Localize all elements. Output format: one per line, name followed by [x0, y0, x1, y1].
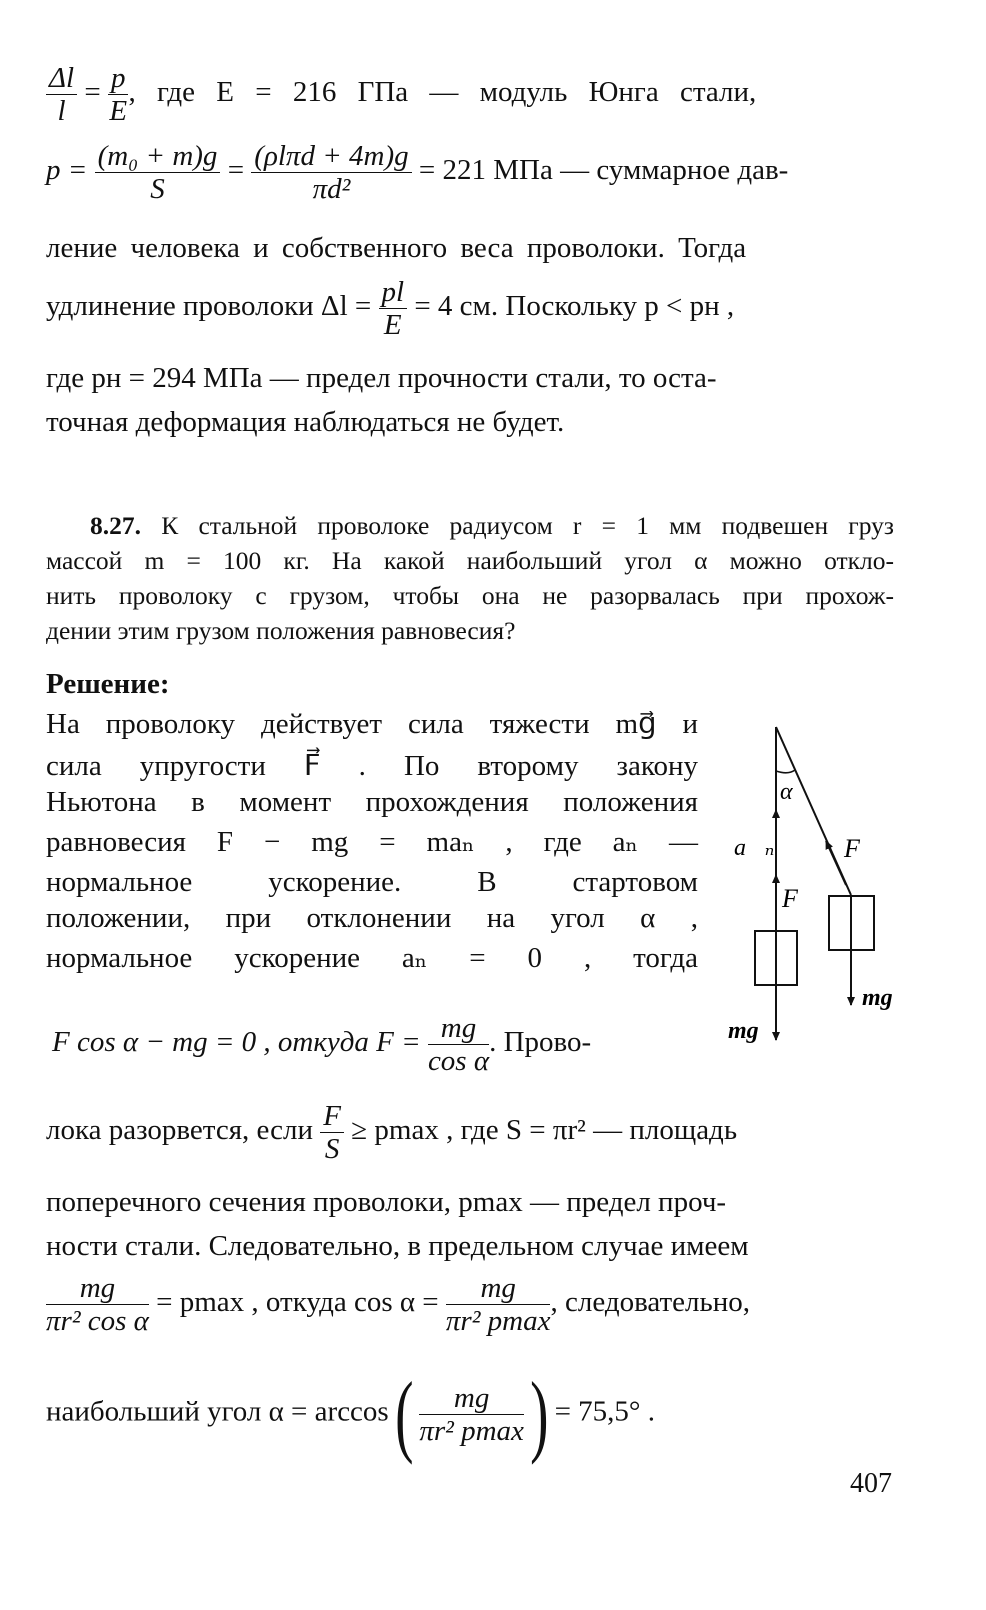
fraction-pressure-2: $\frac{\text{(ρlπd + 4m)g}}{\text{πd²}}$	[251, 140, 411, 205]
fraction-dl-over-l: $\frac{\Delta l}{l}$	[46, 62, 77, 127]
solution-column	[46, 706, 698, 976]
text-row-11: ности стали. Следовательно, в предельном случае имеем	[46, 1230, 749, 1262]
fraction-f-over-s: $\frac{F}{S}$	[320, 1100, 344, 1165]
left-paren: (	[394, 1363, 414, 1465]
pendulum-figure	[720, 715, 920, 1055]
formula-row-12: $\frac{mg}{\text{πr² cos α}}$ = pmax , откуда cos α = $\frac{mg}{\text{πr² pmax}}$ , следовательно,	[46, 1272, 751, 1337]
formula-line-2: p = $\frac{\text{(m₀ + m)g}}{S}$ = $\frac{\text{(ρlπd + 4m)g}}{\text{πd²}}$ = 221 МПа — суммарное дав-	[46, 140, 789, 205]
text-line-3: ление человека и собственного веса проволоки. Тогда	[46, 232, 747, 264]
col-row: нормальное ускорение. В стартовом	[46, 866, 698, 898]
formula-line-1: $\frac{\Delta l}{l}$ = $\frac{p}{E}$ , где E = 216 ГПа — модуль Юнга стали,	[46, 62, 894, 127]
fraction-arccos-arg: $\frac{mg}{\text{πr² pmax}}$	[419, 1381, 524, 1447]
f-label-right: F⃗	[844, 834, 881, 863]
col-row: нормальное ускорение aₙ = 0 , тогда	[46, 942, 698, 974]
problem-row-1: 8.27. К стальной проволоке радиусом r = 1 мм подвешен груз	[90, 511, 895, 540]
page-number: 407	[850, 1468, 892, 1499]
alpha-label: α	[780, 779, 793, 805]
f-label-left: F⃗	[782, 884, 819, 913]
col-row: Ньютона в момент прохождения положения	[46, 786, 698, 818]
mg-label-right: mg⃗	[862, 985, 912, 1011]
fraction-p-over-e: $\frac{p}{E}$	[109, 62, 128, 127]
fraction-mg-over-cos: $\frac{mg}{\text{cos α}}$	[427, 1012, 490, 1077]
problem-row-4: дении этим грузом положения равновесия?	[46, 616, 516, 645]
text-line-5: где pн = 294 МПа — предел прочности стали, то оста-	[46, 362, 717, 394]
problem-row-3: нить проволоку с грузом, чтобы она не разорвалась при прохож-	[46, 581, 894, 610]
formula-row-8: F cos α − mg = 0 , откуда F = $\frac{mg}{\text{cos α}}$ . Прово-	[52, 1012, 592, 1077]
fraction-mg-over-pir2cos: $\frac{mg}{\text{πr² cos α}}$	[46, 1272, 149, 1337]
col-row: На проволоку действует сила тяжести mg⃗ и	[46, 708, 698, 740]
text-row-10: поперечного сечения проволоки, pmax — предел проч-	[46, 1186, 727, 1218]
an-label: a⃗ₙ	[734, 835, 775, 861]
fraction-pressure-1: $\frac{\text{(m₀ + m)g}}{S}$	[95, 140, 221, 205]
col-row: равновесия F − mg = maₙ , где aₙ —	[46, 826, 698, 858]
problem-statement	[46, 508, 894, 648]
formula-row-9: лока разорвется, если $\frac{F}{S}$ ≥ pmax , где S = πr² — площадь	[46, 1100, 738, 1165]
col-row: положении, при отклонении на угол α ,	[46, 902, 698, 934]
solution-heading: Решение:	[46, 668, 170, 700]
formula-row-13: наибольший угол α = arccos( $\frac{mg}{\text{πr² pmax}}$ ) = 75,5° .	[46, 1363, 656, 1465]
col-row: сила упругости F⃗ . По второму закону	[46, 750, 698, 782]
fraction-mg-over-pir2pmax: $\frac{mg}{\text{πr² pmax}}$	[445, 1272, 551, 1337]
right-paren: )	[530, 1363, 549, 1465]
angle-arc	[776, 770, 795, 773]
fraction-pl-over-e: $\frac{pl}{E}$	[379, 276, 408, 341]
f-arrow-right	[826, 841, 846, 885]
problem-number: 8.27.	[90, 511, 141, 540]
formula-line-4: удлинение проволоки Δl = $\frac{pl}{E}$ = 4 см. Поскольку p < pн ,	[46, 276, 735, 341]
problem-row-2: массой m = 100 кг. На какой наибольший угол α можно откло-	[46, 546, 894, 575]
text-line-6: точная деформация наблюдаться не будет.	[46, 406, 565, 438]
mg-label-left: mg⃗	[728, 1018, 778, 1044]
